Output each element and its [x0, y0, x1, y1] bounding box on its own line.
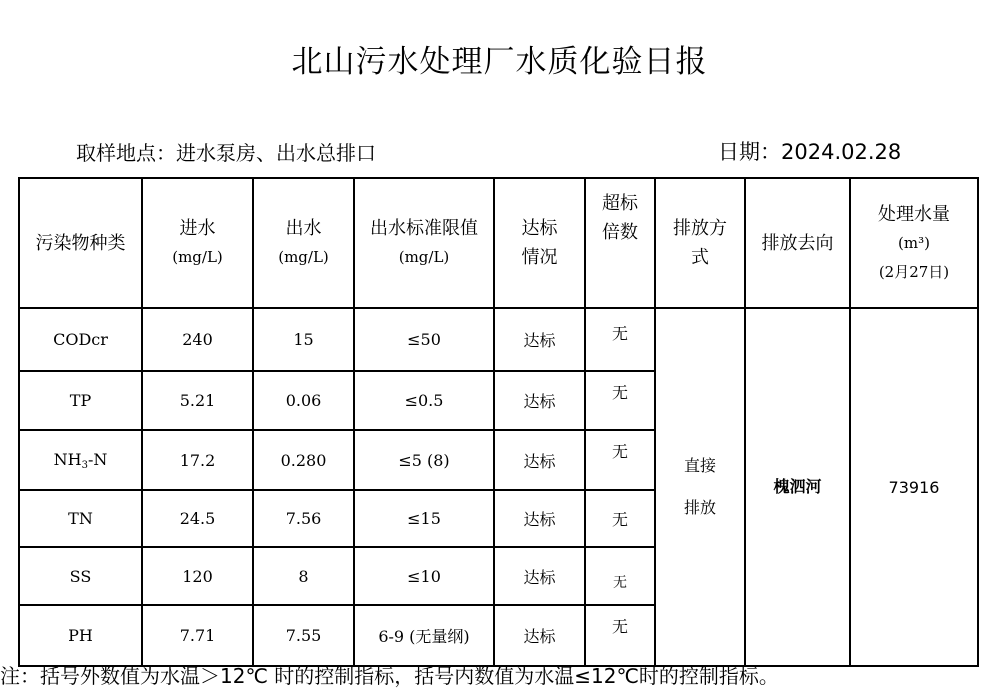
report-title: 北山污水处理厂水质化验日报 [291, 44, 708, 80]
standard-cell: ≤5 (8) [354, 430, 494, 490]
effluent-cell: 0.06 [253, 371, 354, 430]
effluent-cell: 0.280 [253, 430, 354, 490]
effluent-cell: 8 [253, 547, 354, 605]
destination-cell: 槐泗河 [745, 308, 850, 666]
table-row [19, 308, 978, 371]
header-pollutant: 污染物种类 [19, 178, 142, 308]
compliance-cell: 达标 [494, 490, 585, 547]
sampling-location: 取样地点：进水泵房、出水总排口 [76, 141, 376, 165]
compliance-cell: 达标 [494, 605, 585, 666]
standard-cell: 6-9 (无量纲) [354, 605, 494, 666]
discharge-method-cell: 直接 排放 [655, 308, 745, 666]
header-volume: 处理水量 (m³) (2月27日) [850, 178, 978, 308]
exceed-cell: 无 [585, 430, 655, 490]
compliance-cell: 达标 [494, 547, 585, 605]
pollutant-cell: PH [19, 605, 142, 666]
compliance-cell: 达标 [494, 371, 585, 430]
header-standard: 出水标准限值 (mg/L) [354, 178, 494, 308]
influent-cell: 5.21 [142, 371, 253, 430]
exceed-cell: 无 [585, 547, 655, 605]
header-effluent: 出水 (mg/L) [253, 178, 354, 308]
pollutant-cell: $NH_3-N$ [19, 430, 142, 490]
pollutant-cell: CODcr [19, 308, 142, 371]
pollutant-cell: TP [19, 371, 142, 430]
volume-cell: 73916 [850, 308, 978, 666]
influent-cell: 17.2 [142, 430, 253, 490]
standard-cell: ≤10 [354, 547, 494, 605]
effluent-cell: 7.55 [253, 605, 354, 666]
compliance-cell: 达标 [494, 308, 585, 371]
pollutant-cell: SS [19, 547, 142, 605]
header-exceed: 超标 倍数 [585, 178, 655, 308]
exceed-cell: 无 [585, 490, 655, 547]
compliance-cell: 达标 [494, 430, 585, 490]
pollutant-cell: TN [19, 490, 142, 547]
standard-cell: ≤50 [354, 308, 494, 371]
exceed-cell: 无 [585, 371, 655, 430]
water-quality-table [18, 177, 979, 667]
influent-cell: 24.5 [142, 490, 253, 547]
footnote: 注：括号外数值为水温＞12℃ 时的控制指标，括号内数值为水温≤12℃时的控制指标。 [0, 664, 779, 688]
influent-cell: 120 [142, 547, 253, 605]
standard-cell: ≤0.5 [354, 371, 494, 430]
header-compliance: 达标 情况 [494, 178, 585, 308]
exceed-cell: 无 [585, 308, 655, 371]
influent-cell: 7.71 [142, 605, 253, 666]
influent-cell: 240 [142, 308, 253, 371]
header-destination: 排放去向 [745, 178, 850, 308]
exceed-cell: 无 [585, 605, 655, 666]
table-header-row [19, 178, 978, 308]
standard-cell: ≤15 [354, 490, 494, 547]
report-date: 日期：2024.02.28 [718, 140, 902, 164]
header-discharge-method: 排放方 式 [655, 178, 745, 308]
effluent-cell: 7.56 [253, 490, 354, 547]
effluent-cell: 15 [253, 308, 354, 371]
header-influent: 进水 (mg/L) [142, 178, 253, 308]
